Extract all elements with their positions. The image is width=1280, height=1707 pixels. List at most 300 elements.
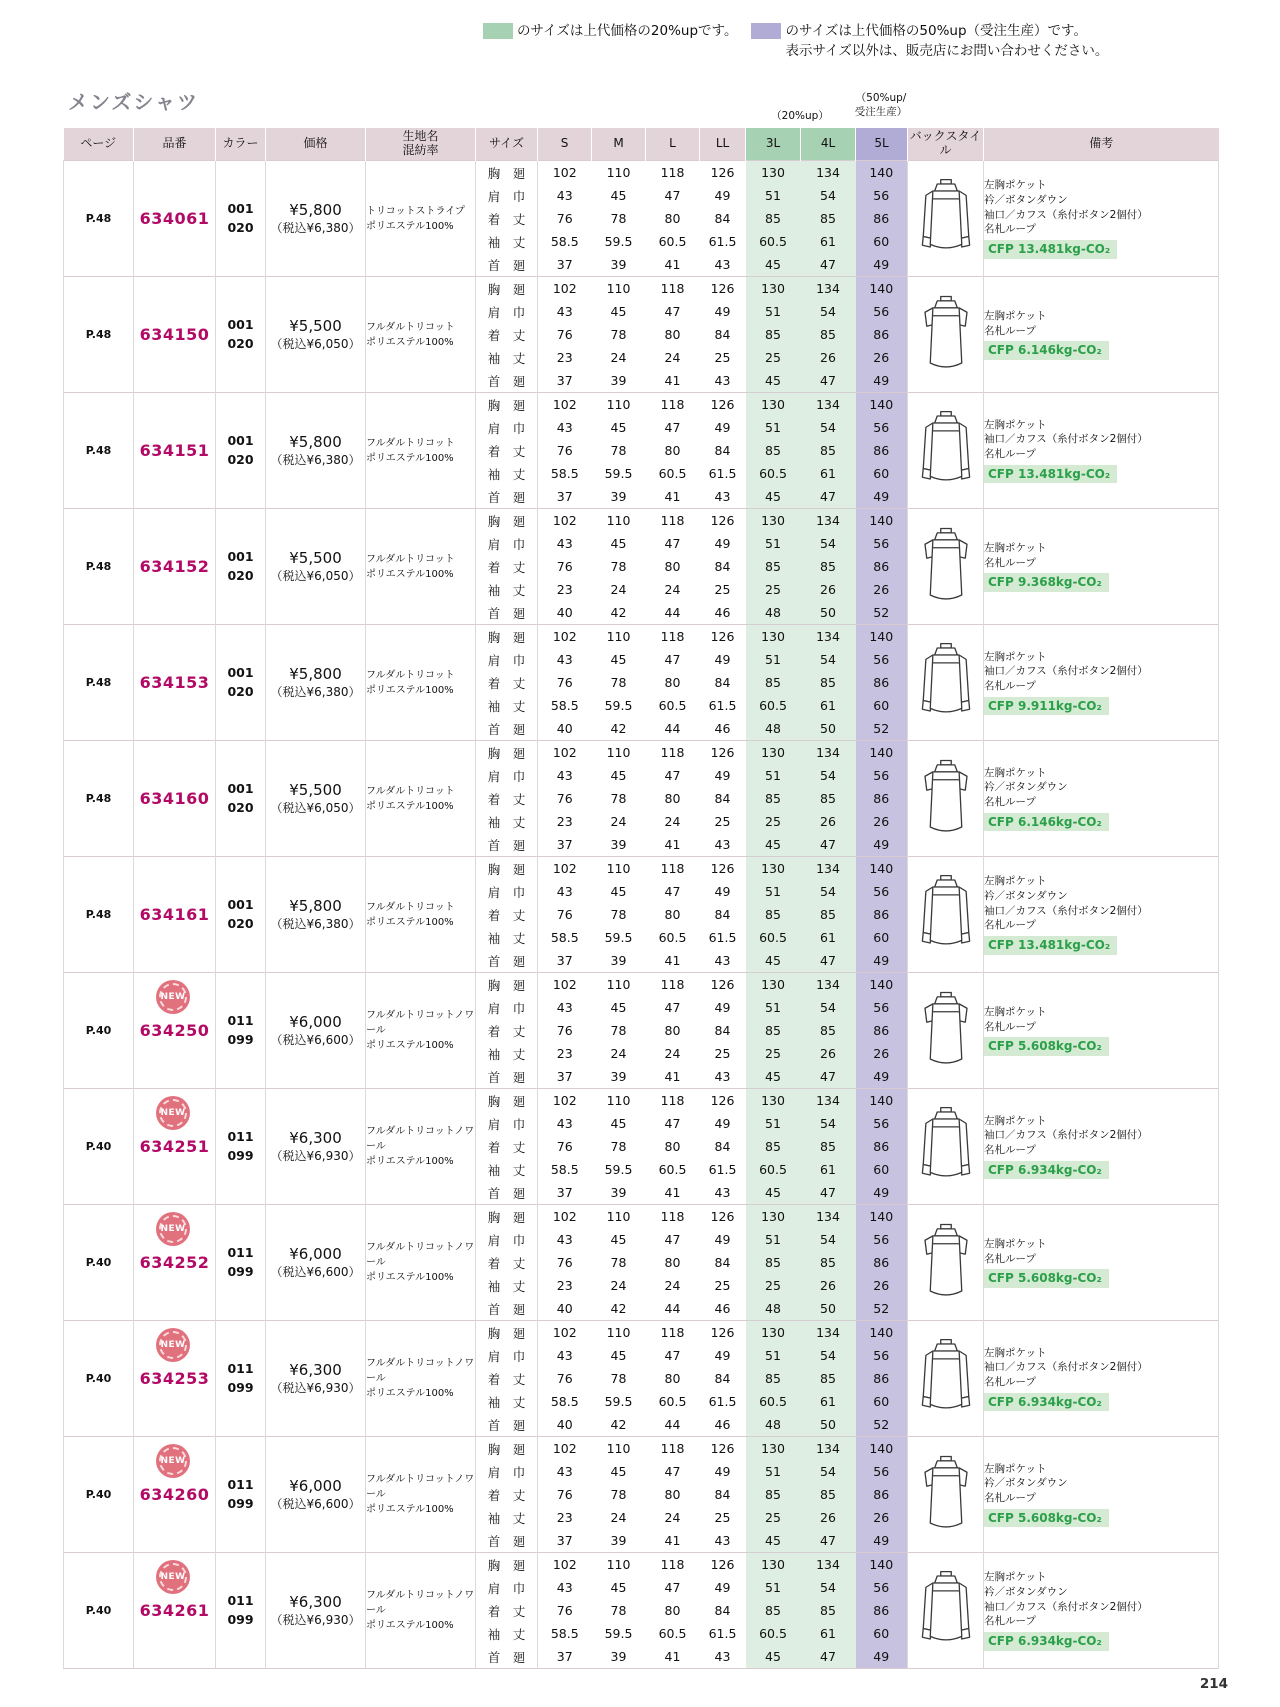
measurement-label: 肩 巾: [476, 648, 538, 671]
catalog-page-ref: P.40: [64, 973, 134, 1089]
measurement-value: 43: [714, 837, 731, 852]
measurement-value: 45: [746, 949, 801, 973]
fabric-line: フルダルトリコットノワール: [366, 1590, 475, 1616]
fabric-line: フルダルトリコットノワール: [366, 1474, 475, 1500]
measurement-value: 56: [856, 532, 908, 555]
measurement-value: 61.5: [708, 466, 737, 481]
measurement-value: 46: [714, 1301, 731, 1316]
measurement-value: 60.5: [746, 926, 801, 949]
measurement-label: 肩 巾: [476, 532, 538, 555]
backstyle-cell: [908, 161, 984, 277]
measurement-value: 84: [714, 211, 731, 226]
measurement-value: 48: [746, 601, 801, 625]
measurement-value: 85: [746, 207, 801, 230]
cfp-badge: CFP 5.608kg-CO₂: [984, 1509, 1109, 1528]
backstyle-illustration: [918, 872, 974, 958]
measurement-value: 49: [714, 1580, 731, 1595]
cfp-badge: CFP 6.146kg-CO₂: [984, 813, 1109, 832]
measurement-value: 51: [746, 532, 801, 555]
legend-50up: [751, 22, 1108, 61]
measurement-value: 60.5: [658, 1162, 687, 1177]
measurement-value: 26: [801, 578, 856, 601]
remarks-cell: [984, 277, 1219, 393]
price-cell: [266, 625, 366, 741]
price-tax-included: （税込¥6,600）: [270, 1497, 361, 1511]
measurement-value: 60.5: [658, 698, 687, 713]
measurement-value: 23: [556, 1510, 573, 1525]
remark-line: 名札ループ: [984, 1252, 1036, 1265]
product-row: [64, 161, 1219, 277]
measurement-value: 24: [610, 1046, 627, 1061]
color-code: 001: [227, 316, 254, 332]
measurement-value: 134: [801, 857, 856, 881]
measurement-value: 102: [552, 1209, 577, 1224]
fabric-cell: [366, 1437, 476, 1553]
measurement-value: 86: [856, 439, 908, 462]
measurement-value: 56: [856, 300, 908, 323]
measurement-value: 43: [556, 884, 573, 899]
measurement-value: 134: [801, 161, 856, 185]
measurement-value: 54: [801, 1112, 856, 1135]
measurement-label: 胸 廻: [476, 973, 538, 997]
measurement-value: 60: [856, 230, 908, 253]
cfp-badge: CFP 13.481kg-CO₂: [984, 936, 1117, 955]
measurement-value: 85: [801, 555, 856, 578]
measurement-value: 110: [606, 629, 631, 644]
fabric-cell: [366, 1205, 476, 1321]
header-price: 価格: [266, 128, 366, 161]
price-cell: [266, 509, 366, 625]
measurement-value: 37: [556, 1533, 573, 1548]
fabric-cell: [366, 857, 476, 973]
measurement-value: 134: [801, 1089, 856, 1113]
price-cell: [266, 1553, 366, 1669]
measurement-value: 50: [801, 717, 856, 741]
measurement-value: 85: [746, 439, 801, 462]
measurement-value: 43: [556, 1580, 573, 1595]
measurement-value: 80: [664, 1487, 681, 1502]
measurement-value: 134: [801, 393, 856, 417]
catalog-page-ref: P.40: [64, 1553, 134, 1669]
fabric-line: ポリエステル100%: [366, 452, 454, 464]
measurement-value: 47: [801, 485, 856, 509]
measurement-value: 45: [610, 536, 627, 551]
measurement-value: 60: [856, 694, 908, 717]
measurement-value: 76: [556, 1371, 573, 1386]
measurement-value: 102: [552, 1325, 577, 1340]
remark-line: 袖口／カフス（糸付ボタン2個付）: [984, 208, 1148, 221]
measurement-value: 134: [801, 509, 856, 533]
catalog-page-ref: P.40: [64, 1205, 134, 1321]
remark-line: 名札ループ: [984, 1491, 1036, 1504]
measurement-label: 袖 丈: [476, 346, 538, 369]
measurement-value: 80: [664, 1603, 681, 1618]
price: ¥6,000: [289, 1013, 342, 1031]
backstyle-illustration: [918, 1104, 974, 1190]
measurement-value: 61.5: [708, 698, 737, 713]
measurement-label: 首 廻: [476, 717, 538, 741]
measurement-value: 86: [856, 323, 908, 346]
header-fabric-line2: 混紡率: [402, 143, 439, 157]
backstyle-cell: [908, 973, 984, 1089]
remarks-list: [984, 1114, 1218, 1158]
measurement-value: 37: [556, 1649, 573, 1664]
measurement-value: 37: [556, 257, 573, 272]
backstyle-illustration: [918, 524, 974, 610]
measurement-value: 47: [664, 884, 681, 899]
measurement-value: 43: [556, 188, 573, 203]
backstyle-illustration: [918, 292, 974, 378]
measurement-label: 着 丈: [476, 207, 538, 230]
measurement-label: 袖 丈: [476, 462, 538, 485]
measurement-value: 76: [556, 1603, 573, 1618]
measurement-value: 78: [610, 1139, 627, 1154]
product-code: 634252: [139, 1253, 210, 1272]
measurement-label: 首 廻: [476, 601, 538, 625]
measurement-value: 25: [714, 814, 731, 829]
measurement-value: 85: [746, 1251, 801, 1274]
color-codes: [216, 1205, 266, 1321]
color-code: 001: [227, 664, 254, 680]
color-codes: [216, 1553, 266, 1669]
legend-20up: [483, 22, 737, 42]
measurement-value: 56: [856, 1112, 908, 1135]
measurement-row: [64, 1321, 1219, 1345]
measurement-label: 首 廻: [476, 949, 538, 973]
fabric-line: ポリエステル100%: [366, 336, 454, 348]
measurement-value: 102: [552, 977, 577, 992]
measurement-value: 39: [610, 1533, 627, 1548]
measurement-value: 140: [856, 1321, 908, 1345]
price: ¥6,300: [289, 1361, 342, 1379]
measurement-value: 84: [714, 1603, 731, 1618]
product-code: 634161: [139, 905, 210, 924]
product-row: [64, 1321, 1219, 1437]
remarks-list: [984, 874, 1218, 933]
fabric-cell: [366, 1089, 476, 1205]
measurement-value: 50: [801, 1297, 856, 1321]
header-fabric-line1: 生地名: [402, 129, 439, 144]
header-size-3l: 3L: [746, 128, 801, 161]
measurement-value: 61: [801, 230, 856, 253]
measurement-value: 42: [610, 605, 627, 620]
measurement-value: 56: [856, 1460, 908, 1483]
measurement-label: 袖 丈: [476, 1274, 538, 1297]
measurement-value: 76: [556, 443, 573, 458]
measurement-value: 61.5: [708, 1162, 737, 1177]
product-row: [64, 1205, 1219, 1321]
measurement-value: 56: [856, 648, 908, 671]
backstyle-illustration: [918, 756, 974, 842]
price-cell: [266, 277, 366, 393]
cfp-badge: CFP 5.608kg-CO₂: [984, 1269, 1109, 1288]
product-code-cell: [134, 161, 216, 277]
measurement-value: 43: [556, 304, 573, 319]
measurement-value: 60.5: [746, 1622, 801, 1645]
price: ¥5,800: [289, 897, 342, 915]
measurement-value: 54: [801, 880, 856, 903]
measurement-value: 43: [556, 536, 573, 551]
measurement-value: 60.5: [746, 1390, 801, 1413]
product-code-cell: [134, 509, 216, 625]
measurement-value: 43: [714, 489, 731, 504]
color-code: 020: [227, 567, 254, 583]
measurement-value: 43: [714, 1649, 731, 1664]
measurement-label: 首 廻: [476, 833, 538, 857]
fabric-cell: [366, 741, 476, 857]
measurement-value: 140: [856, 857, 908, 881]
product-code: 634152: [139, 557, 210, 576]
price-cell: [266, 1437, 366, 1553]
measurement-label: 袖 丈: [476, 230, 538, 253]
catalog-page-ref: P.40: [64, 1321, 134, 1437]
measurement-value: 41: [664, 837, 681, 852]
measurement-value: 84: [714, 791, 731, 806]
measurement-label: 袖 丈: [476, 1622, 538, 1645]
remarks-cell: [984, 393, 1219, 509]
measurement-value: 39: [610, 1649, 627, 1664]
measurement-value: 45: [610, 304, 627, 319]
measurement-value: 49: [714, 304, 731, 319]
measurement-value: 61: [801, 1158, 856, 1181]
measurement-value: 110: [606, 745, 631, 760]
measurement-value: 49: [856, 833, 908, 857]
measurement-value: 23: [556, 350, 573, 365]
measurement-value: 54: [801, 184, 856, 207]
measurement-value: 140: [856, 1553, 908, 1577]
backstyle-cell: [908, 1437, 984, 1553]
measurement-value: 60.5: [658, 1626, 687, 1641]
purple-swatch: [751, 23, 781, 39]
measurement-value: 46: [714, 605, 731, 620]
measurement-value: 24: [664, 1046, 681, 1061]
measurement-value: 85: [801, 1367, 856, 1390]
measurement-value: 24: [610, 582, 627, 597]
measurement-value: 37: [556, 489, 573, 504]
remark-line: 衿／ボタンダウン: [984, 1585, 1068, 1598]
measurement-value: 42: [610, 721, 627, 736]
measurement-value: 80: [664, 211, 681, 226]
price-tax-included: （税込¥6,600）: [270, 1033, 361, 1047]
measurement-value: 47: [664, 1116, 681, 1131]
measurement-label: 着 丈: [476, 1483, 538, 1506]
remark-line: 名札ループ: [984, 1143, 1036, 1156]
measurement-value: 58.5: [550, 1162, 579, 1177]
measurement-value: 47: [801, 833, 856, 857]
measurement-value: 134: [801, 1553, 856, 1577]
measurement-value: 78: [610, 211, 627, 226]
measurement-value: 59.5: [604, 1626, 633, 1641]
measurement-value: 61: [801, 694, 856, 717]
measurement-value: 130: [746, 509, 801, 533]
product-code: 634160: [139, 789, 210, 808]
measurement-value: 47: [664, 536, 681, 551]
measurement-value: 60.5: [658, 466, 687, 481]
measurement-value: 60.5: [746, 694, 801, 717]
measurement-label: 首 廻: [476, 1297, 538, 1321]
measurement-value: 49: [714, 1348, 731, 1363]
remark-line: 名札ループ: [984, 556, 1036, 569]
measurement-value: 47: [801, 1181, 856, 1205]
measurement-label: 胸 廻: [476, 393, 538, 417]
page-number: 214: [1199, 1676, 1228, 1692]
measurement-value: 45: [610, 420, 627, 435]
measurement-value: 47: [664, 652, 681, 667]
remark-line: 名札ループ: [984, 447, 1036, 460]
measurement-value: 45: [746, 1529, 801, 1553]
measurement-value: 25: [746, 1274, 801, 1297]
new-badge: NEW: [156, 980, 190, 1014]
fabric-line: フルダルトリコット: [366, 901, 455, 913]
color-code: 011: [227, 1592, 254, 1608]
product-code-cell: [134, 973, 216, 1089]
remark-line: 袖口／カフス（糸付ボタン2個付）: [984, 433, 1148, 446]
measurement-label: 胸 廻: [476, 277, 538, 301]
measurement-value: 26: [856, 1506, 908, 1529]
measurement-value: 45: [610, 1232, 627, 1247]
measurement-value: 86: [856, 1251, 908, 1274]
backstyle-cell: [908, 857, 984, 973]
measurement-value: 56: [856, 1576, 908, 1599]
measurement-value: 118: [660, 1093, 685, 1108]
measurement-value: 126: [710, 1093, 735, 1108]
measurement-value: 24: [610, 1510, 627, 1525]
measurement-value: 39: [610, 489, 627, 504]
remark-line: 袖口／カフス（糸付ボタン2個付）: [984, 665, 1148, 678]
measurement-value: 26: [856, 1042, 908, 1065]
measurement-value: 86: [856, 1019, 908, 1042]
product-row: [64, 277, 1219, 393]
measurement-value: 40: [556, 1301, 573, 1316]
price: ¥6,300: [289, 1593, 342, 1611]
measurement-value: 39: [610, 837, 627, 852]
cfp-badge: CFP 6.146kg-CO₂: [984, 341, 1109, 360]
measurement-value: 134: [801, 625, 856, 649]
measurement-label: 着 丈: [476, 787, 538, 810]
measurement-value: 126: [710, 1325, 735, 1340]
measurement-value: 49: [856, 1065, 908, 1089]
product-row: [64, 1553, 1219, 1669]
measurement-value: 43: [556, 1348, 573, 1363]
product-code: 634153: [139, 673, 210, 692]
surcharge-note-50: [831, 92, 931, 119]
measurement-value: 130: [746, 973, 801, 997]
measurement-value: 61.5: [708, 1394, 737, 1409]
cfp-badge: CFP 6.934kg-CO₂: [984, 1161, 1109, 1180]
backstyle-illustration: [918, 1336, 974, 1422]
measurement-label: 胸 廻: [476, 1437, 538, 1461]
measurement-value: 84: [714, 1371, 731, 1386]
measurement-value: 43: [556, 1116, 573, 1131]
measurement-value: 44: [664, 1301, 681, 1316]
product-code-cell: [134, 625, 216, 741]
measurement-value: 43: [556, 420, 573, 435]
remark-line: 衿／ボタンダウン: [984, 193, 1068, 206]
measurement-value: 26: [801, 1042, 856, 1065]
remark-line: 左胸ポケット: [984, 1346, 1047, 1359]
measurement-value: 60: [856, 1158, 908, 1181]
measurement-value: 140: [856, 741, 908, 765]
measurement-value: 23: [556, 582, 573, 597]
measurement-value: 43: [714, 953, 731, 968]
measurement-value: 26: [801, 1274, 856, 1297]
remarks-list: [984, 418, 1218, 462]
measurement-value: 49: [714, 1464, 731, 1479]
measurement-label: 着 丈: [476, 1251, 538, 1274]
measurement-value: 130: [746, 393, 801, 417]
remark-line: 左胸ポケット: [984, 766, 1047, 779]
measurement-value: 85: [746, 671, 801, 694]
measurement-value: 24: [610, 1278, 627, 1293]
measurement-value: 49: [714, 420, 731, 435]
measurement-value: 56: [856, 184, 908, 207]
measurement-value: 60: [856, 1390, 908, 1413]
measurement-value: 102: [552, 281, 577, 296]
color-code: 020: [227, 799, 254, 815]
new-badge: NEW: [156, 1560, 190, 1594]
color-code: 011: [227, 1360, 254, 1376]
measurement-value: 76: [556, 1487, 573, 1502]
measurement-value: 49: [714, 1232, 731, 1247]
new-badge: NEW: [156, 1328, 190, 1362]
price-tax-included: （税込¥6,050）: [270, 337, 361, 351]
measurement-value: 102: [552, 1093, 577, 1108]
measurement-value: 49: [856, 1181, 908, 1205]
remark-line: 袖口／カフス（糸付ボタン2個付）: [984, 1361, 1148, 1374]
measurement-value: 49: [714, 652, 731, 667]
measurement-value: 45: [746, 369, 801, 393]
measurement-value: 102: [552, 1441, 577, 1456]
measurement-label: 肩 巾: [476, 880, 538, 903]
measurement-value: 51: [746, 1228, 801, 1251]
measurement-value: 140: [856, 161, 908, 185]
measurement-value: 49: [714, 188, 731, 203]
measurement-value: 85: [746, 1599, 801, 1622]
measurement-value: 45: [610, 768, 627, 783]
remarks-list: [984, 1237, 1218, 1266]
fabric-cell: [366, 1321, 476, 1437]
price-tax-included: （税込¥6,380）: [270, 453, 361, 467]
measurement-row: [64, 161, 1219, 185]
measurement-value: 48: [746, 1413, 801, 1437]
measurement-row: [64, 509, 1219, 533]
price: ¥6,300: [289, 1129, 342, 1147]
measurement-value: 41: [664, 1069, 681, 1084]
measurement-value: 76: [556, 327, 573, 342]
measurement-value: 51: [746, 1460, 801, 1483]
measurement-value: 85: [746, 1019, 801, 1042]
backstyle-cell: [908, 277, 984, 393]
price-tax-included: （税込¥6,930）: [270, 1381, 361, 1395]
measurement-value: 140: [856, 277, 908, 301]
measurement-value: 37: [556, 837, 573, 852]
remark-line: 名札ループ: [984, 223, 1036, 236]
measurement-value: 110: [606, 1557, 631, 1572]
measurement-value: 126: [710, 977, 735, 992]
measurement-value: 85: [801, 787, 856, 810]
remarks-cell: [984, 857, 1219, 973]
measurement-value: 118: [660, 861, 685, 876]
measurement-value: 56: [856, 416, 908, 439]
color-code: 020: [227, 219, 254, 235]
measurement-value: 24: [610, 814, 627, 829]
measurement-value: 130: [746, 1089, 801, 1113]
measurement-value: 56: [856, 996, 908, 1019]
catalog-page-ref: P.48: [64, 277, 134, 393]
remarks-cell: [984, 973, 1219, 1089]
measurement-label: 胸 廻: [476, 857, 538, 881]
catalog-page-ref: P.48: [64, 625, 134, 741]
